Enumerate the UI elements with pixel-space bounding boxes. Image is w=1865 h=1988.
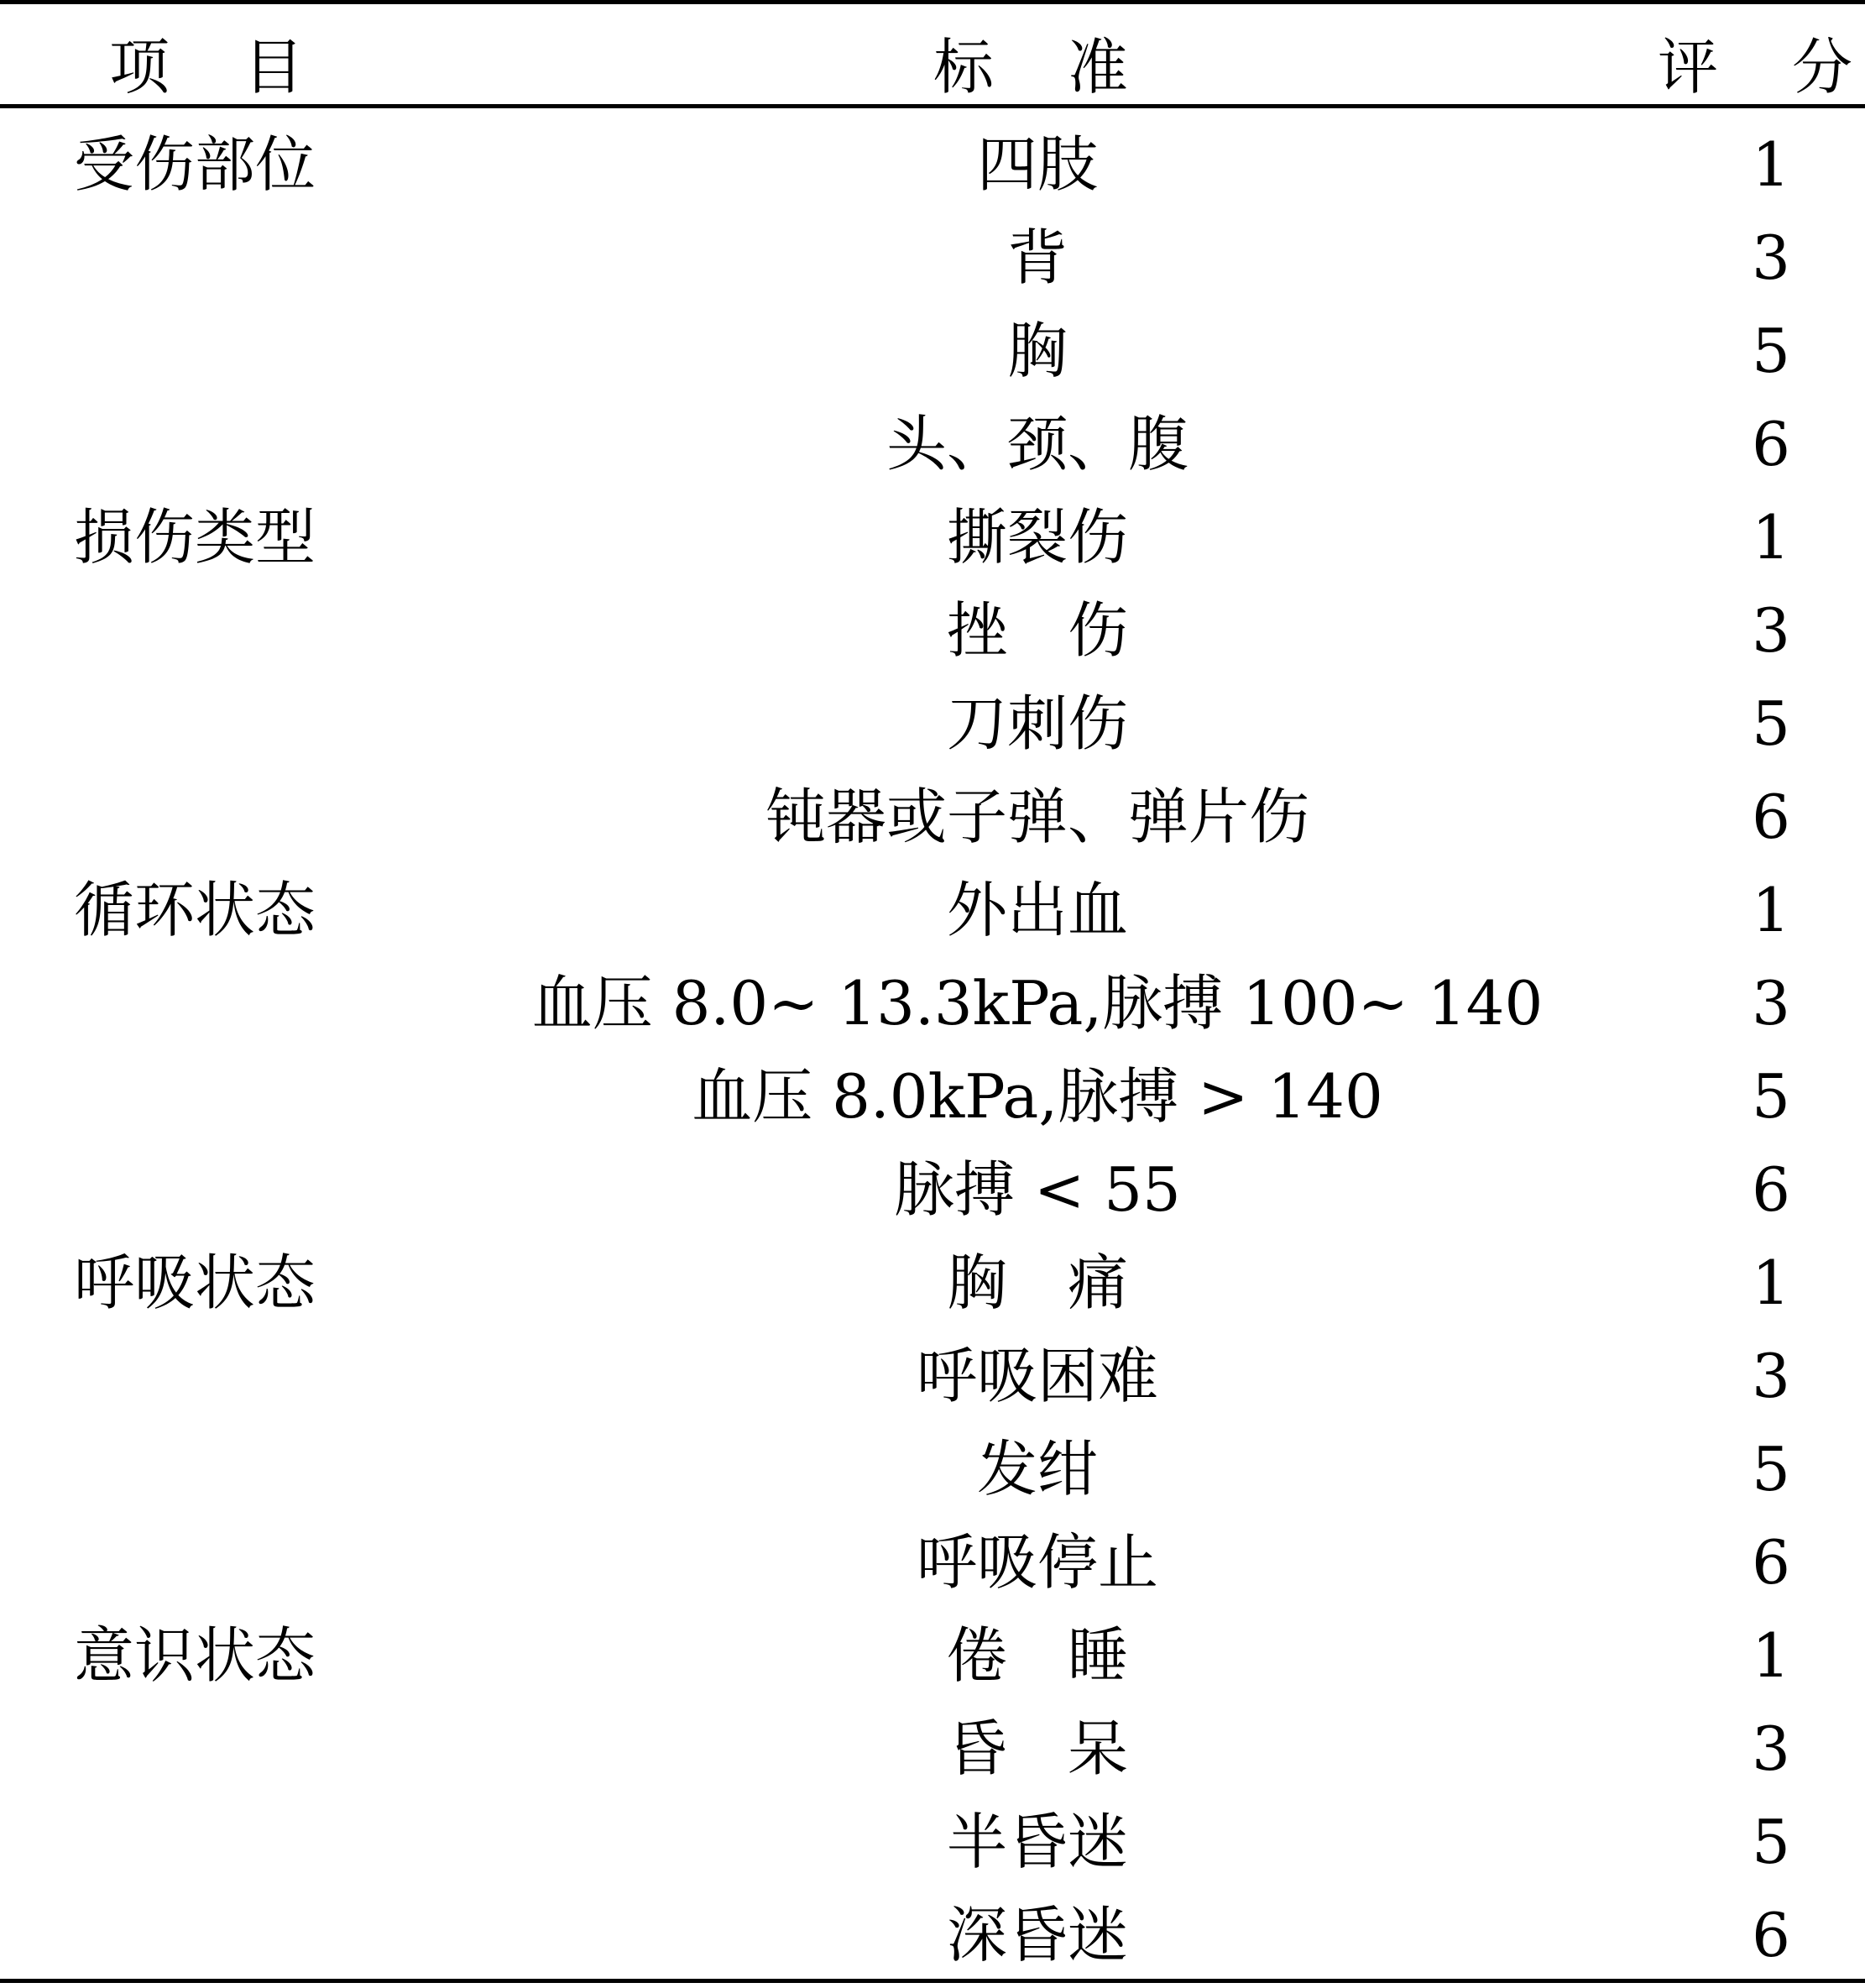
row-category: 意识状态	[74, 1620, 316, 1691]
row-score: 5	[1752, 1807, 1790, 1877]
row-standard: 四肢	[976, 129, 1098, 200]
row-score: 6	[1752, 1154, 1790, 1225]
row-standard: 血压 8.0~ 13.3kPa,脉搏 100~ 140	[531, 968, 1544, 1038]
table-row	[0, 1236, 1865, 1330]
table-row	[0, 770, 1865, 864]
row-standard: 昏 呆	[946, 1713, 1128, 1784]
row-standard: 脉搏 < 55	[894, 1154, 1181, 1225]
table-row	[0, 397, 1865, 491]
row-score: 6	[1752, 409, 1790, 479]
table-row	[0, 1143, 1865, 1237]
row-score: 1	[1752, 129, 1790, 200]
header-standard: 标 准	[932, 32, 1135, 102]
row-score: 3	[1752, 968, 1790, 1038]
row-standard: 呼吸困难	[916, 1341, 1158, 1411]
table-row	[0, 956, 1865, 1050]
row-standard: 背	[1006, 222, 1068, 293]
row-standard: 胸	[1006, 316, 1068, 386]
row-standard: 倦 睡	[946, 1620, 1128, 1691]
row-score: 6	[1752, 782, 1790, 852]
row-standard: 撕裂伤	[946, 502, 1128, 573]
table-row	[0, 1888, 1865, 1982]
table-row	[0, 863, 1865, 957]
row-score: 6	[1752, 1900, 1790, 1970]
row-standard: 外出血	[946, 875, 1128, 945]
table-row	[0, 1795, 1865, 1889]
row-score: 5	[1752, 1061, 1790, 1132]
row-standard: 深昏迷	[946, 1900, 1128, 1970]
table-bottom-rule	[0, 1979, 1865, 1983]
row-category: 循环状态	[74, 875, 316, 945]
table-row	[0, 1422, 1865, 1516]
table-row	[0, 1049, 1865, 1143]
row-score: 1	[1752, 1620, 1790, 1691]
row-score: 6	[1752, 1527, 1790, 1598]
table-row	[0, 1329, 1865, 1423]
row-score: 5	[1752, 316, 1790, 386]
table-top-rule	[0, 0, 1865, 4]
table-row	[0, 1609, 1865, 1703]
row-standard: 胸 痛	[946, 1248, 1128, 1318]
header-score: 评 分	[1658, 32, 1860, 102]
table-row	[0, 1702, 1865, 1796]
row-score: 1	[1752, 1248, 1790, 1318]
row-standard: 血压 8.0kPa,脉搏 > 140	[692, 1061, 1383, 1132]
row-standard: 头、颈、腹	[885, 409, 1188, 479]
row-score: 3	[1752, 1713, 1790, 1784]
row-standard: 呼吸停止	[916, 1527, 1158, 1598]
table-header-row	[0, 7, 1865, 102]
table-row	[0, 583, 1865, 677]
row-score: 3	[1752, 222, 1790, 293]
row-category: 损伤类型	[74, 502, 316, 573]
row-score: 1	[1752, 875, 1790, 945]
row-standard: 钝器或子弹、弹片伤	[765, 782, 1309, 852]
row-category: 受伤部位	[74, 129, 316, 200]
row-standard: 发绀	[976, 1434, 1098, 1504]
table-row	[0, 304, 1865, 398]
row-score: 5	[1752, 1434, 1790, 1504]
row-standard: 半昏迷	[946, 1807, 1128, 1877]
row-standard: 刀刺伤	[946, 688, 1128, 759]
row-category: 呼吸状态	[74, 1248, 316, 1318]
table-row	[0, 1515, 1865, 1609]
table-row	[0, 677, 1865, 771]
table-body	[0, 118, 1865, 1973]
row-score: 1	[1752, 502, 1790, 573]
table-row	[0, 490, 1865, 584]
header-item: 项 目	[109, 32, 311, 102]
row-score: 3	[1752, 595, 1790, 666]
row-standard: 挫 伤	[946, 595, 1128, 666]
row-score: 5	[1752, 688, 1790, 759]
table-row	[0, 211, 1865, 305]
table-row	[0, 118, 1865, 212]
table-header-rule	[0, 104, 1865, 108]
row-score: 3	[1752, 1341, 1790, 1411]
